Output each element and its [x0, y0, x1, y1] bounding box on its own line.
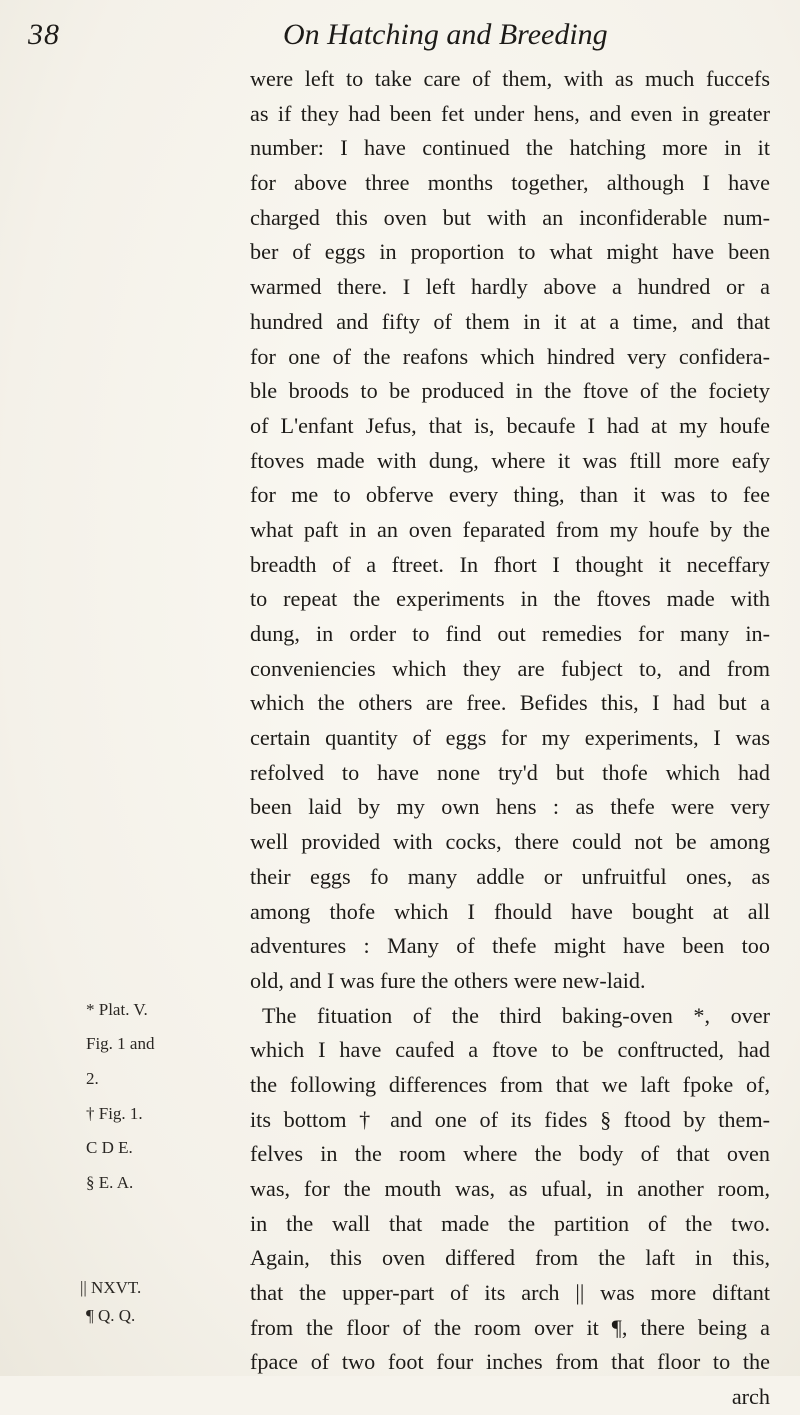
text-line: ber of eggs in proportion to what might have been	[250, 239, 770, 265]
text-line: was, for the mouth was, as ufual, in another room,	[250, 1176, 770, 1201]
text-line: ble broods to be produced in the ftove of the fociety	[250, 378, 770, 404]
margin-note-letters-ea: § E. A.	[86, 1173, 134, 1192]
text-line: breadth of a ftreet. In fhort I thought it neceffary	[250, 551, 770, 577]
text-line: were left to take care of them, with as much fuccefs	[250, 66, 770, 91]
text-line: fpace of two foot four inches from that floor to the	[250, 1349, 770, 1375]
text-line: from the floor of the room over it ¶, there being a	[250, 1314, 770, 1340]
margin-note-figure-continued: 2.	[86, 1069, 99, 1088]
margin-note-plate: * Plat. V.	[86, 1000, 148, 1019]
text-line: warmed there. I left hardly above a hundred or a	[250, 274, 770, 300]
text-line: among thofe which I fhould have bought at all	[250, 898, 770, 924]
catchword: arch	[731, 1384, 770, 1410]
text-line: which the others are free. Befides this, I had but a	[250, 690, 770, 716]
text-line: conveniencies which they are fubject to, and from	[250, 655, 770, 681]
text-line: as if they had been fet under hens, and even in greater	[250, 100, 770, 126]
text-line: which I have caufed a ftove to be conftructed, had	[250, 1037, 770, 1063]
text-line: certain quantity of eggs for my experiments, I was	[250, 725, 770, 751]
text-line: in the wall that made the partition of the two.	[250, 1210, 770, 1236]
body-text	[250, 62, 770, 1415]
margin-note-figure: Fig. 1 and	[86, 1034, 155, 1053]
text-line: its bottom † and one of its fides § ftood by them-	[250, 1106, 770, 1132]
text-line: been laid by my own hens : as thefe were very	[250, 794, 770, 820]
text-line: well provided with cocks, there could not be among	[250, 829, 770, 855]
margin-note-letters-cde: C D E.	[86, 1138, 133, 1157]
text-line: dung, in order to find out remedies for many in-	[250, 621, 770, 646]
text-line: charged this oven but with an inconfiderable num-	[250, 204, 770, 230]
text-line: the following differences from that we laft fpoke of,	[250, 1071, 770, 1097]
margin-note-letters-qq: ¶ Q. Q.	[86, 1306, 136, 1325]
text-line: for above three months together, although I have	[250, 170, 770, 196]
text-line: ftoves made with dung, where it was ftill more eafy	[250, 447, 770, 473]
text-line: what paft in an oven feparated from my houfe by the	[250, 516, 770, 542]
text-line: of L'enfant Jefus, that is, becaufe I had at my houfe	[250, 412, 770, 438]
running-title: On Hatching and Breeding	[283, 18, 608, 51]
text-line: refolved to have none try'd but thofe which had	[250, 759, 770, 785]
text-line: felves in the room where the body of that oven	[250, 1141, 770, 1167]
text-line: to repeat the experiments in the ftoves made with	[250, 586, 770, 612]
page-number: 38	[28, 18, 60, 51]
margin-notes	[0, 0, 240, 1376]
text-line: hundred and fifty of them in it at a time, and that	[250, 308, 770, 334]
text-line: The fituation of the third baking-oven *, over	[262, 1002, 770, 1028]
margin-note-figure-bottom: † Fig. 1.	[86, 1104, 143, 1123]
margin-note-letters-nxvt: || NXVT.	[80, 1278, 142, 1297]
text-line: Again, this oven differed from the laft in this,	[250, 1245, 770, 1271]
text-line: their eggs fo many addle or unfruitful ones, as	[250, 863, 770, 889]
text-line: number: I have continued the hatching more in it	[250, 135, 770, 161]
text-line: for one of the reafons which hindred very confidera-	[250, 343, 770, 369]
text-line: old, and I was fure the others were new-laid.	[250, 967, 646, 993]
text-line: for me to obferve every thing, than it was to fee	[250, 482, 770, 508]
text-line: that the upper-part of its arch || was more diftant	[250, 1280, 770, 1306]
text-line: adventures : Many of thefe might have been too	[250, 933, 770, 959]
